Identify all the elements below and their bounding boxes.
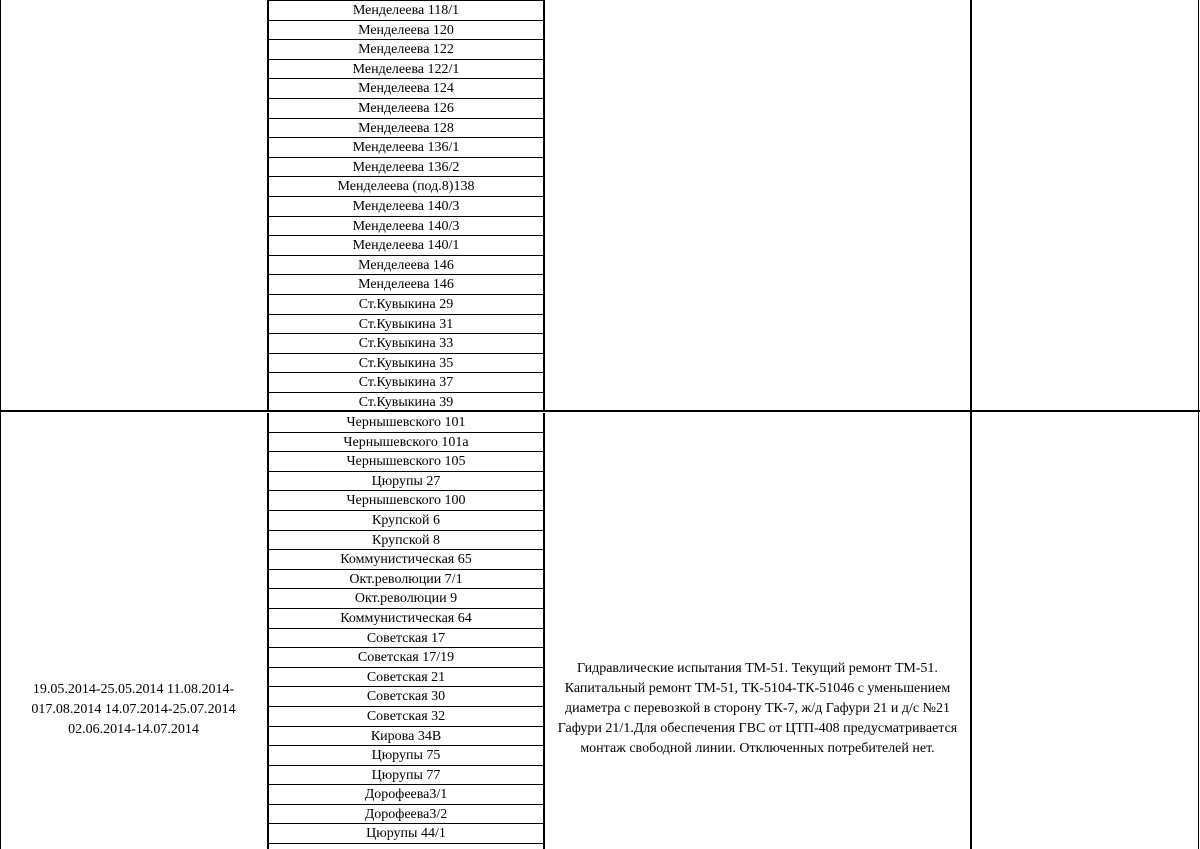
- address-list-bottom: [267, 413, 545, 849]
- address-cell: Менделеева 118/1: [269, 1, 543, 21]
- address-cell: Ст.Кувыкина 33: [269, 334, 543, 354]
- description-line: монтаж свободной линии. Отключенных потребителей нет.: [580, 741, 935, 756]
- address-cell: Советская 30: [269, 687, 543, 707]
- address-cell: Цюрупы 27: [269, 472, 543, 492]
- address-cell: Ст.Кувыкина 39: [269, 393, 543, 413]
- address-cell: Крупской 6: [269, 511, 543, 531]
- address-cell: Ст.Кувыкина 31: [269, 315, 543, 335]
- address-cell: Чернышевского 100: [269, 491, 543, 511]
- address-cell: Цюрупы 77: [269, 766, 543, 786]
- address-cell: Менделеева 146: [269, 275, 543, 295]
- address-cell: Цюрупы 44/1: [269, 824, 543, 844]
- address-cell: Окт.революции 7/1: [269, 570, 543, 590]
- address-cell: Менделеева 140/3: [269, 197, 543, 217]
- description-line: Гидравлические испытания ТМ-51. Текущий ремонт ТМ-51.: [577, 661, 938, 676]
- column-divider-desc-right: [970, 0, 972, 849]
- address-cell: Советская 17/19: [269, 648, 543, 668]
- address-cell: Менделеева 146: [269, 256, 543, 276]
- address-cell: Ст.Кувыкина 29: [269, 295, 543, 315]
- address-cell: Цюрупы 75: [269, 746, 543, 766]
- address-cell: Менделеева 140/1: [269, 236, 543, 256]
- address-cell: Менделеева 122: [269, 40, 543, 60]
- address-cell: Дорофеева3/2: [269, 805, 543, 825]
- work-description: [545, 659, 970, 759]
- address-cell: Менделеева 122/1: [269, 60, 543, 80]
- dates-line: 19.05.2014-25.05.2014 11.08.2014-: [32, 682, 235, 697]
- address-cell: Менделеева 136/2: [269, 158, 543, 178]
- description-line: диаметра с перевозкой в сторону ТК-7, ж/д Гафури 21 и д/с №21: [565, 701, 950, 716]
- dates-line: 017.08.2014 14.07.2014-25.07.2014: [31, 702, 236, 717]
- address-cell: Коммунистическая 65: [269, 550, 543, 570]
- address-cell: Чернышевского 105: [269, 452, 543, 472]
- address-cell: Чернышевского 101а: [269, 433, 543, 453]
- address-cell: Чернышевского 101: [269, 413, 543, 433]
- address-cell: Ст.Кувыкина 35: [269, 354, 543, 374]
- address-cell: Кирова 34В: [269, 727, 543, 747]
- address-cell: Советская 21: [269, 668, 543, 688]
- address-cell: Ст.Кувыкина 37: [269, 373, 543, 393]
- address-list-top: [267, 0, 545, 411]
- address-cell: Крупской 8: [269, 531, 543, 551]
- address-cell: Менделеева (под.8)138: [269, 177, 543, 197]
- address-cell: Менделеева 128: [269, 119, 543, 139]
- address-cell: Менделеева 126: [269, 99, 543, 119]
- address-cell: Коммунистическая 64: [269, 609, 543, 629]
- outage-dates: [0, 680, 267, 740]
- address-cell: Менделеева 140/3: [269, 217, 543, 237]
- address-cell: Дорофеева3/1: [269, 785, 543, 805]
- row-separator: [0, 410, 1200, 412]
- dates-line: 02.06.2014-14.07.2014: [68, 722, 199, 737]
- column-divider-right: [1198, 0, 1199, 849]
- address-cell: Советская 17: [269, 629, 543, 649]
- address-cell: Менделеева 124: [269, 79, 543, 99]
- address-cell: Окт.революции 9: [269, 589, 543, 609]
- description-line: Капитальный ремонт ТМ-51, ТК-5104-ТК-51046 с уменьшением: [564, 681, 951, 696]
- address-cell: Менделеева 120: [269, 21, 543, 41]
- address-cell: Советская 32: [269, 707, 543, 727]
- address-cell: Менделеева 136/1: [269, 138, 543, 158]
- description-line: Гафури 21/1.Для обеспечения ГВС от ЦТП-408 предусматривается: [557, 721, 958, 736]
